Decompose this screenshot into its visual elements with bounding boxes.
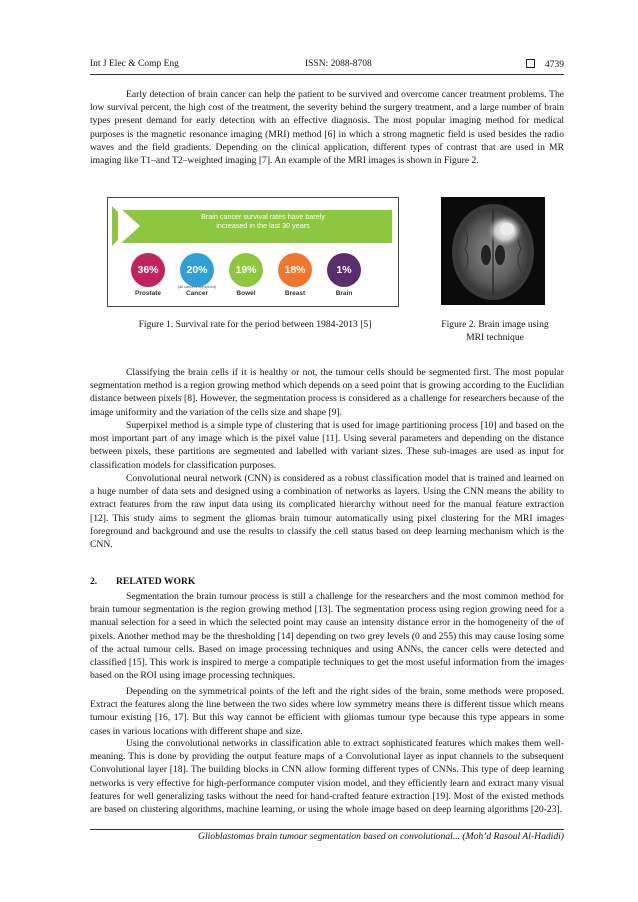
stat-circle-brain: 1% (327, 253, 361, 287)
paragraph-intro: Early detection of brain cancer can help the patient to be survived and overcome cancer treatment problems. The low survival percent, the high cost of the treatment, the severity behind the surgery treatment, and a large number of brain types present demand for early detection with an effective diagnosis. The most popular imaging method for medical purposes is the magnetic resonance imaging (MRI) method [6] in which a strong magnetic field is used besides the radio waves and the field gradients. Depending on the clinical application, different types of contrast that are used in MR imaging like T1–and T2–weighted imaging [7]. An example of the MRI images is shown in Figure 2. (90, 89, 564, 167)
paragraph-related-2: Depending on the symmetrical points of the left and the right sides of the brain, some methods were proposed. Extract the features along the line between the two sides where low symmetry means there is different tissue which means tumour existing [16, 17]. But this way cannot be efficient with gliomas tumour type because this type appears in some cases in various locations with different shape and size. (90, 686, 564, 737)
stat-note-cancer: (all cancers combined) (177, 285, 217, 289)
paragraph-segmentation: Classifying the brain cells if it is healthy or not, the tumour cells should be segmented first. The most popular segmentation method is a region growing method which depends on a seed point that is growing according to the Euclidian distance between pixels [8]. However, the segmentation process is considered as a challenge for researchers because of the image uniformity and the variation of the cells size and shape [9]. (90, 367, 564, 418)
figure-1-survival-rates (107, 197, 399, 307)
square-icon (526, 59, 535, 68)
stat-circle-breast: 18% (278, 253, 312, 287)
figure-2-mri-image (441, 197, 545, 305)
arrow-cutout (118, 206, 140, 246)
header-rule (90, 74, 564, 75)
issn: ISSN: 2088-8708 (305, 59, 372, 69)
stat-label-bowel: Bowel (236, 290, 256, 297)
figure-1-banner-text: Brain cancer survival rates have barely increased in the last 30 years (201, 212, 325, 230)
stat-circle-bowel: 19% (229, 253, 263, 287)
stat-circle-cancer: 20% (180, 253, 214, 287)
running-header (90, 59, 564, 73)
mri-brain-image (441, 197, 545, 305)
stat-circle-prostate: 36% (131, 253, 165, 287)
journal-name: Int J Elec & Comp Eng (90, 59, 179, 69)
page-number: 4739 (545, 60, 564, 70)
paragraph-related-1: Segmentation the brain tumour process is still a challenge for the researchers and the most common method for brain tumour segmentation is the region growing method [13]. The segmentation process using region growing need for a manual selection for a seed in which the selected point may cause an intensity distance error in the homogeneity of the of pixels. Another method may be the thresholding [14] depending on two grey levels (0 and 255) this may cause losing some of the actual tumour cells. Based on image processing techniques and using ANNs, the cancer cells were detected and classified [15]. This work is inspired to merge a compatiple techniques to get the most useful information from the images based on the ROI using image processing techniques. (90, 591, 564, 682)
stat-label-prostate: Prostate (134, 290, 161, 297)
running-footer: Glioblastomas brain tumour segmentation based on convolutional... (Moh’d Rasoul Al-Hadidi) (198, 831, 564, 842)
paragraph-related-3: Using the convolutional networks in classification able to extract sophisticated features which makes them well-meaning. This is done by providing the output feature maps of a Convolutional layer as input channels to the subsequent Convolutional layer [18]. The building blocks in CNN allow forming different types of CNNs. This type of deep learning networks is very effective for high-performance computer vision model, and they efficiently learn and extract many visual features for well generalizing tasks without the need for hand-crafted feature extraction [19]. Most of the existed methods are based on clustering algorithms, machine learning, or using the whole image based on deep learning algorithms [20-23]. (90, 738, 564, 816)
paragraph-superpixel: Superpixel method is a simple type of clustering that is used for image partitioning process [10] and based on the most important part of any image which is the pixel value [11]. Using several parameters and depending on the distance between pixels, these partitions are segmented and labelled with variant sizes. These sub-images are used as input for classification models for classification purposes. (90, 420, 564, 471)
figure-2-caption: Figure 2. Brain image using MRI technique (441, 319, 549, 343)
figure-1-caption: Figure 1. Survival rate for the period between 1984-2013 [5] (138, 319, 372, 330)
section-heading: 2. RELATED WORK (90, 576, 196, 587)
stat-label-brain: Brain (335, 290, 353, 297)
paragraph-cnn: Convolutional neural network (CNN) is considered as a robust classification model that is trained and learned on a huge number of data sets and designed using a combination of networks as layers. Using the CNN means the ability to extract features from the raw input data using its complicated hierarchy without need for the manual feature extraction [12]. This study aims to segment the gliomas brain tumour automatically using pixel clustering for the MRI images foreground and background and use the results to classify the cell status based on deep learning mechanism which is the CNN. (90, 473, 564, 551)
stat-label-breast: Breast (284, 290, 306, 297)
footer-rule (90, 829, 564, 830)
stat-label-cancer: Cancer (185, 290, 209, 297)
page-number-group (526, 59, 564, 70)
